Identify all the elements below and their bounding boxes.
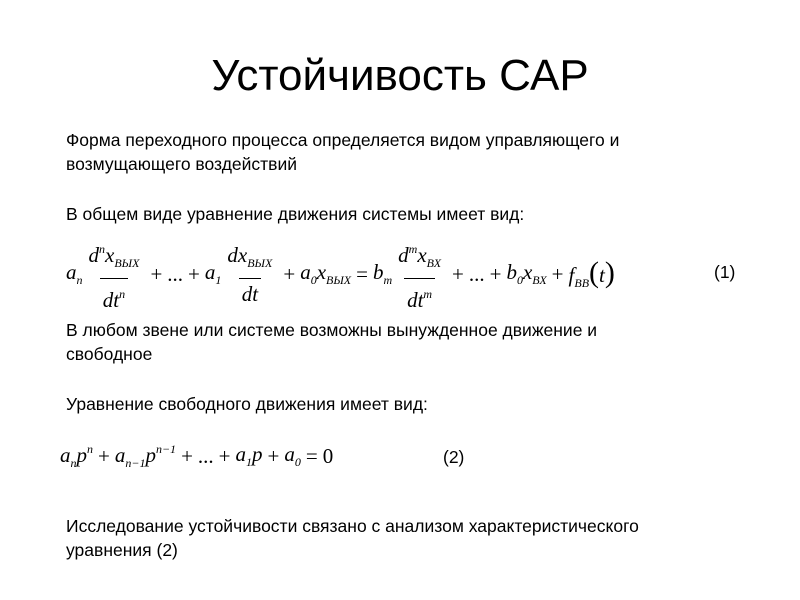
paragraph-line: В любом звене или системе возможны вынужденное движение и (66, 320, 598, 340)
eq1-term-a0-xout: $a_0x_{ВЫХ}$ (300, 260, 352, 287)
paragraph-free-motion: Уравнение свободного движения имеет вид: (66, 394, 428, 414)
eq2-term-an1-pn1: $a_{n-1}p^{n-1}$ (114, 441, 177, 470)
equation-2-number: (2) (443, 447, 465, 467)
eq1-term-an: $a_n$ (66, 260, 83, 287)
paragraph-line: возмущающего воздействий (66, 154, 298, 174)
paragraph-line: уравнения (2) (66, 540, 178, 560)
eq1-fraction-dm-xin: $\frac{d^mx_{ВХ}}{dt^m}$ (398, 241, 442, 312)
paragraph-line: Форма переходного процесса определяется видом управляющего и (66, 130, 620, 150)
paragraph-line: свободное (66, 344, 153, 364)
eq2-term-an-pn: $a_np^n$ (60, 441, 93, 470)
paragraph-transient-form (66, 128, 746, 176)
paragraph-motion-types (66, 318, 746, 366)
eq1-term-a1: $a_1$ (204, 260, 222, 287)
equation-2: $a_np^n$ + $a_{n-1}p^{n-1}$ + ... + $a_1p$ + $a_0$ = 0 (60, 441, 334, 470)
slide-title: Устойчивость САР (211, 51, 589, 100)
eq1-term-bm: $b_m$ (372, 260, 393, 287)
eq1-fraction-dxout: $\frac{dx_{ВЫХ}}{dt}$ (227, 242, 273, 306)
eq2-term-a1-p: $a_1p$ (235, 442, 263, 469)
eq1-term-b0-xin: $b_0x_{ВХ}$ (506, 260, 547, 287)
equation-1-number: (1) (714, 262, 736, 282)
equation-1: $a_n$ $\frac{d^nx_{ВЫХ}}{dt^n}$ + ... + $a_1$ $\frac{dx_{ВЫХ}}{dt}$ + $a_0x_{ВЫХ}$ = $b_m$ $\frac{d^mx_{ВХ}}{dt^m}$ + ... + $b_0x_{ВХ}$ + $f_{ВВ}(t)$ (66, 244, 615, 304)
paragraph-line: Исследование устойчивости связано с анализом характеристического (66, 516, 639, 536)
paragraph-stability-analysis (66, 514, 746, 562)
eq2-term-a0: $a_0$ (284, 442, 301, 469)
paragraph-general-equation: В общем виде уравнение движения системы имеет вид: (66, 204, 525, 224)
eq1-fraction-dn-xout: $\frac{d^nx_{ВЫХ}}{dt^n}$ (88, 241, 140, 312)
eq1-term-fvv: $f_{ВВ}(t)$ (568, 255, 615, 290)
